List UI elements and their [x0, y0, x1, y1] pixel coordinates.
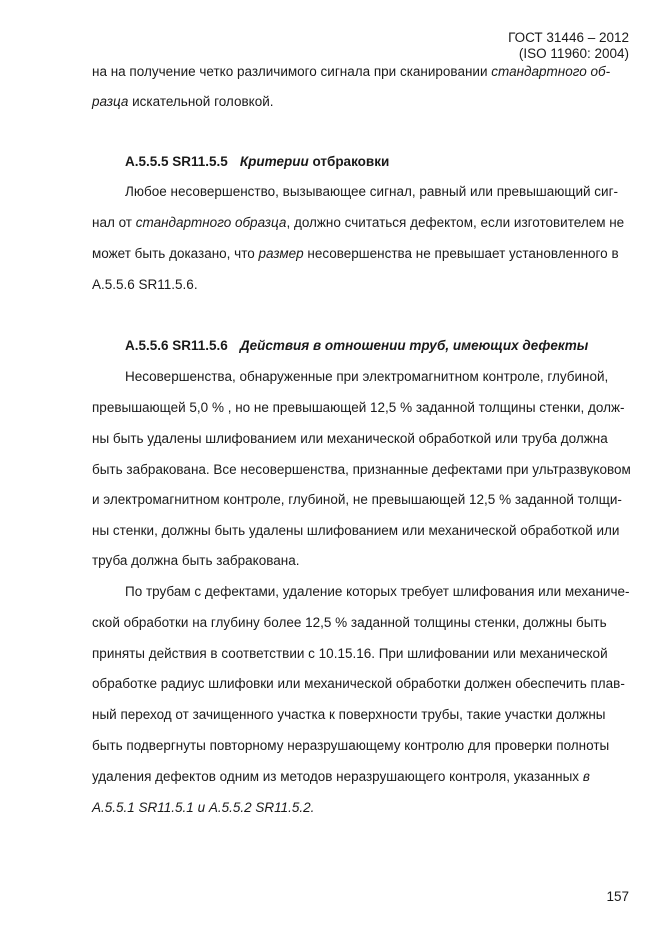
text-span: нал от — [92, 215, 136, 230]
text-line: превышающей 5,0 % , но не превышающей 12,5 % заданной толщины стенки, долж- — [92, 400, 625, 415]
text-line: быть подвергнуты повторному неразрушающему контролю для проверки полноты — [92, 738, 610, 753]
section-title-italic: Критерии — [239, 154, 309, 169]
text-line: приняты действия в соответствии с 10.15.16. При шлифовании или механической — [92, 646, 608, 661]
text-line: обработке радиус шлифовки или механической обработки должен обеспечить плав- — [92, 676, 625, 691]
text-line — [92, 768, 590, 786]
italic-term: стандартного об- — [491, 64, 611, 79]
iso-reference: (ISO 11960: 2004) — [518, 46, 629, 61]
text-line: A.5.5.1 SR11.5.1 и A.5.5.2 SR11.5.2. — [92, 800, 315, 815]
text-line: A.5.5.6 SR11.5.6. — [92, 277, 198, 292]
text-line: Любое несовершенство, вызывающее сигнал, равный или превышающий сиг- — [125, 184, 619, 199]
section-number: A.5.5.6 SR11.5.6 — [125, 338, 228, 353]
text-line — [92, 245, 619, 263]
document-header — [508, 30, 629, 62]
section-heading-a555 — [125, 153, 389, 171]
text-span: искательной головкой. — [128, 94, 274, 109]
text-line: быть забракована. Все несовершенства, признанные дефектами при ультразвуковом — [92, 462, 631, 477]
text-line — [92, 63, 610, 81]
text-line: ны стенки, должны быть удалены шлифованием или механической обработкой или — [92, 523, 620, 538]
text-line: ской обработки на глубину более 12,5 % заданной толщины стенки, должны быть — [92, 615, 607, 630]
text-span: , должно считаться дефектом, если изготовителем не — [286, 215, 625, 230]
text-span: удаления дефектов одним из методов неразрушающего контроля, указанных — [92, 769, 583, 784]
text-line — [92, 214, 624, 232]
section-title-italic: Действия в отношении труб, имеющих дефекты — [239, 338, 589, 353]
section-number: A.5.5.5 SR11.5.5 — [125, 154, 228, 169]
page-number: 157 — [606, 889, 629, 904]
section-heading-a556 — [125, 337, 588, 355]
standard-number: ГОСТ 31446 – 2012 — [508, 30, 629, 45]
text-line: По трубам с дефектами, удаление которых требует шлифования или механиче- — [125, 584, 630, 599]
text-line: Несовершенства, обнаруженные при электромагнитном контроле, глубиной, — [125, 369, 609, 384]
text-span: на на получение четко различимого сигнала при сканировании — [92, 64, 492, 79]
text-line: и электромагнитном контроле, глубиной, не превышающей 12,5 % заданной толщи- — [92, 492, 622, 507]
text-line: ный переход от зачищенного участка к поверхности трубы, такие участки должны — [92, 707, 606, 722]
text-line: труба должна быть забракована. — [92, 553, 300, 568]
text-line — [92, 93, 274, 111]
italic-term: в — [582, 769, 590, 784]
section-title: отбраковки — [308, 154, 390, 169]
italic-term: разца — [92, 94, 129, 109]
text-span: может быть доказано, что — [92, 246, 259, 261]
italic-term: размер — [258, 246, 304, 261]
text-span: несовершенства не превышает установленного в — [303, 246, 619, 261]
italic-term: стандартного образца — [135, 215, 287, 230]
text-line: ны быть удалены шлифованием или механической обработкой или труба должна — [92, 431, 608, 446]
